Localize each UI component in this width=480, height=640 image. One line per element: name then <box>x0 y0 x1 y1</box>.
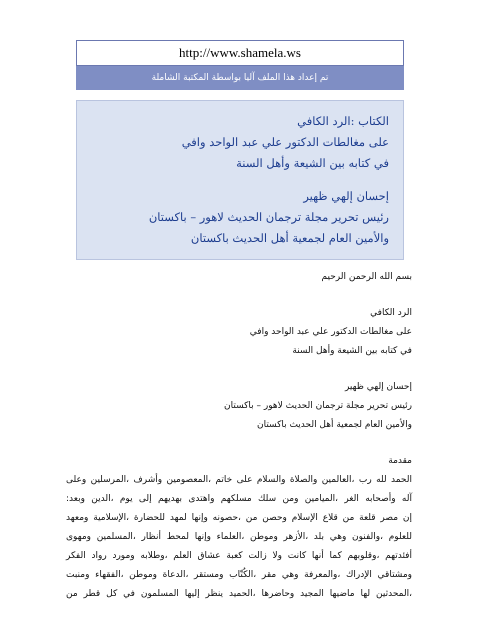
body-author-name: إحسان إلهي ظهير <box>344 382 412 392</box>
book-label-line: الكتاب :الرد الكافي <box>297 114 389 128</box>
section-heading: مقدمة <box>388 456 412 466</box>
document-body <box>66 268 412 604</box>
paragraph-line: آله وأصحابه الغر ،الميامين ومن سلك مسلكهم واهتدى بهديهم إلى يوم ،الدين وبعد: <box>66 494 412 504</box>
paragraph-line: ،المحدثين لها ماضيها المجيد وحاضرها ،الحميد ينظر إليها المسلمون في كل قطر من <box>66 589 412 599</box>
paragraph-line: للعلوم ،والفنون وهي بلد ،الأزهر وموطن ،العلماء وإنها لمحط أنظار ،المسلمين ومهوى <box>66 532 412 542</box>
generation-banner <box>76 66 404 90</box>
body-author-role-1: رئيس تحرير مجلة ترجمان الحديث لاهور – باكستان <box>224 401 412 411</box>
book-title-line-1: على مغالطات الدكتور علي عبد الواحد وافي <box>181 135 389 149</box>
body-subtitle-1: على مغالطات الدكتور علي عبد الواحد وافي <box>249 327 412 337</box>
paragraph-line: ومشتاقي الإدراك ،والمعرفة وهي مقر ،الكُتّاب ومستقر ،الدعاة وموطن ،الفقهاء ومنبت <box>66 570 412 580</box>
intro-paragraph <box>66 471 412 604</box>
body-subtitle-2: في كتابه بين الشيعة وأهل السنة <box>292 346 412 356</box>
body-title: الرد الكافي <box>370 308 412 318</box>
basmala: بسم الله الرحمن الرحيم <box>321 272 412 282</box>
author-role-2: والأمين العام لجمعية أهل الحديث باكستان <box>190 231 389 245</box>
paragraph-line: أفئدتهم ،وقلوبهم كما أنها كانت ولا زالت كعبة عشاق العلم ،وطلابه ومورد رواد الفكر <box>66 551 412 561</box>
author-name: إحسان إلهي ظهير <box>303 189 389 203</box>
body-spacer <box>66 361 412 378</box>
book-title-line-2: في كتابه بين الشيعة وأهل السنة <box>236 156 389 170</box>
generation-note: تم إعداد هذا الملف آليا بواسطة المكتبة الشاملة <box>151 73 329 83</box>
book-info-box <box>76 100 404 260</box>
body-spacer <box>66 287 412 304</box>
paragraph-line: الحمد لله رب ،العالمين والصلاة والسلام على خاتم ،المعصومين وأشرف ،المرسلين وعلى <box>66 475 412 485</box>
paragraph-line: إن مصر قلعة من قلاع الإسلام وحصن من ،حصونه وإنها لمهد للحضارة ،الإسلامية ومعهد <box>66 513 412 523</box>
body-author-role-2: والأمين العام لجمعية أهل الحديث باكستان <box>256 420 412 430</box>
author-role-1: رئيس تحرير مجلة ترجمان الحديث لاهور – باكستان <box>148 210 389 224</box>
source-url-box <box>76 40 404 66</box>
info-spacer <box>91 174 389 186</box>
body-spacer <box>66 435 412 452</box>
source-url[interactable]: http://www.shamela.ws <box>179 45 301 60</box>
